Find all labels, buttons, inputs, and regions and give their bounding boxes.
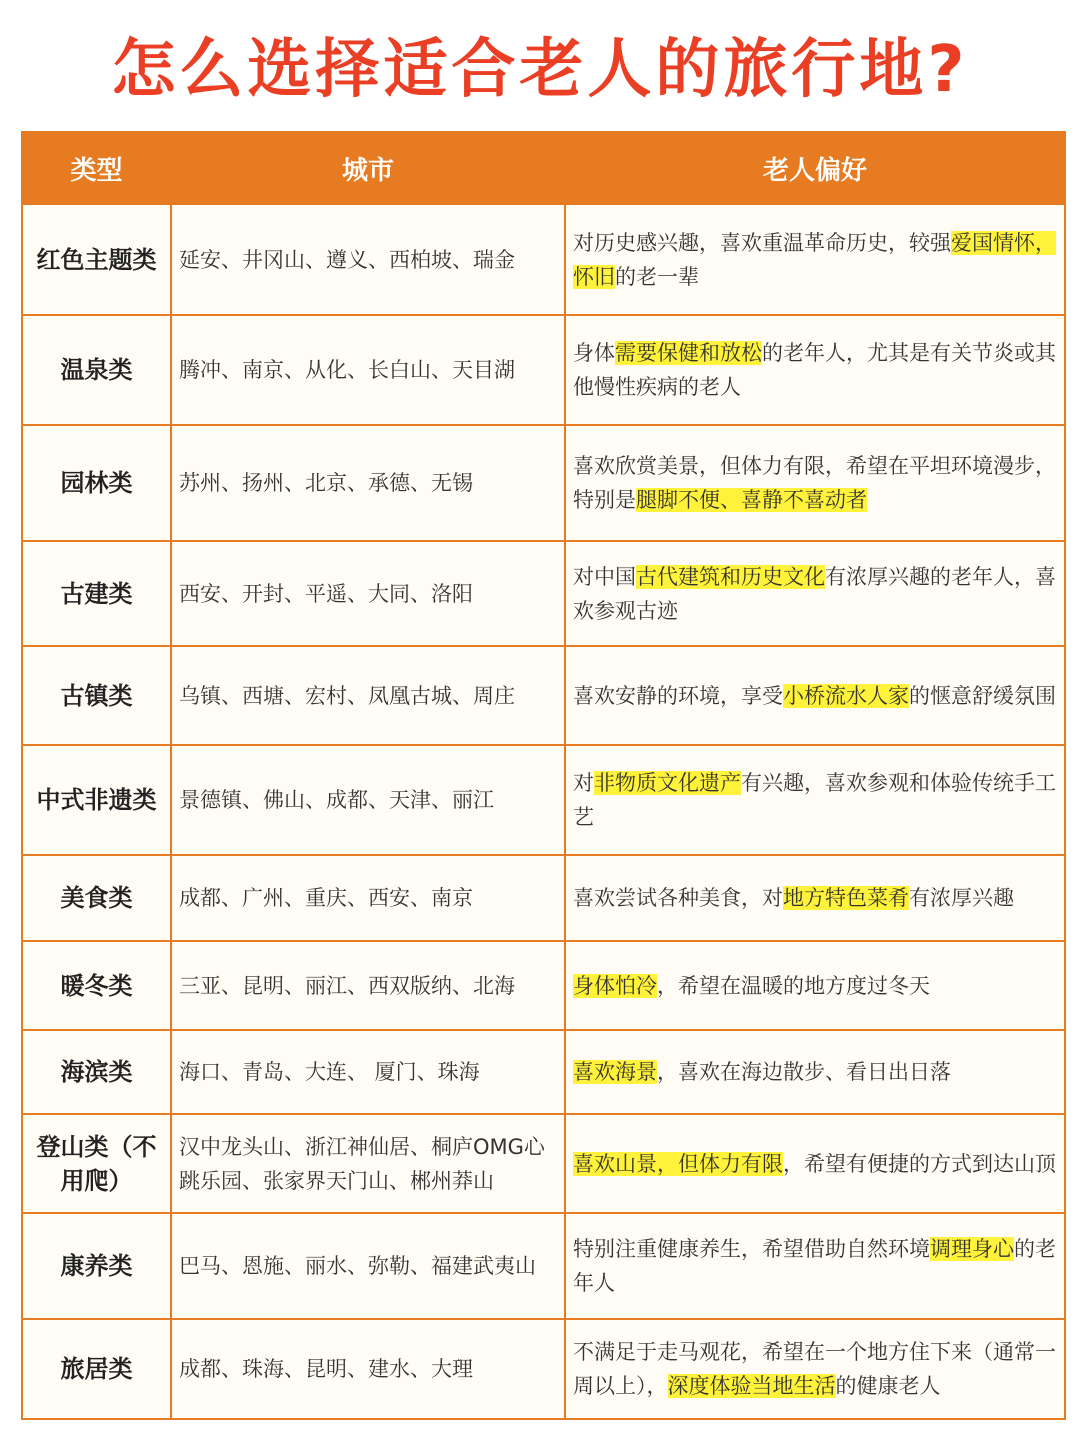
highlighted-text: 小桥流水人家: [783, 683, 909, 708]
table-row: [22, 541, 1065, 646]
preference-text: 的老年人，尤其是有关节炎或其他慢性疾病的老人: [573, 341, 1056, 399]
table-header-row: [22, 132, 1065, 204]
preference-text: 不满足于走马观花，希望在一个地方住下来（通常一周以上），: [573, 1340, 1056, 1398]
row-cities: 苏州、扬州、北京、承德、无锡: [171, 425, 565, 541]
highlighted-text: 腿脚不便、喜静不喜动者: [636, 488, 867, 512]
table-row: [22, 1319, 1065, 1419]
row-type: 康养类: [22, 1213, 171, 1319]
table-row: [22, 855, 1065, 941]
table-row: [22, 1030, 1065, 1114]
preference-text: 喜欢尝试各种美食，对: [573, 886, 783, 910]
highlighted-text: 调理身心: [930, 1237, 1014, 1261]
highlighted-text: 非物质文化遗产: [594, 771, 741, 795]
highlighted-text: 深度体验当地生活: [667, 1374, 836, 1398]
preference-text: 身体: [573, 341, 615, 365]
row-cities: 三亚、昆明、丽江、西双版纳、北海: [171, 941, 565, 1030]
row-preference: [565, 315, 1065, 425]
preference-text: ，希望在温暖的地方度过冬天: [657, 973, 930, 998]
row-type: 红色主题类: [22, 204, 171, 315]
preference-text: 的老一辈: [615, 264, 699, 289]
preference-text: 有兴趣，喜欢参观和体验传统手工艺: [573, 771, 1056, 829]
table-body: [22, 204, 1065, 1419]
row-cities: 西安、开封、平遥、大同、洛阳: [171, 541, 565, 646]
preference-text: 对: [573, 771, 594, 795]
row-preference: [565, 541, 1065, 646]
preference-text: 的老年人: [573, 1237, 1056, 1295]
row-type: 美食类: [22, 855, 171, 941]
row-cities: 腾冲、南京、从化、长白山、天目湖: [171, 315, 565, 425]
row-preference: [565, 855, 1065, 941]
row-type: 中式非遗类: [22, 745, 171, 855]
row-type: 园林类: [22, 425, 171, 541]
highlighted-text: 喜欢海景: [573, 1060, 657, 1084]
preference-text: ，希望有便捷的方式到达山顶: [783, 1151, 1056, 1176]
preference-text: 有浓厚兴趣的老年人，喜欢参观古迹: [573, 564, 1056, 623]
row-preference: [565, 204, 1065, 315]
destination-table: [21, 131, 1066, 1420]
row-type: 海滨类: [22, 1030, 171, 1114]
highlighted-text: 古代建筑和历史文化: [636, 564, 825, 589]
table-row: [22, 315, 1065, 425]
preference-text: 的惬意舒缓氛围: [909, 683, 1056, 708]
table-row: [22, 1213, 1065, 1319]
row-preference: [565, 1319, 1065, 1419]
row-preference: [565, 941, 1065, 1030]
page-title: 怎么选择适合老人的旅行地?: [111, 33, 969, 107]
preference-text: 特别注重健康养生，希望借助自然环境: [573, 1237, 930, 1261]
row-cities: 汉中龙头山、浙江神仙居、桐庐OMG心跳乐园、张家界天门山、郴州莽山: [171, 1114, 565, 1213]
table-row: [22, 204, 1065, 315]
row-type: 登山类（不用爬）: [22, 1114, 171, 1213]
table-row: [22, 646, 1065, 745]
header-type: 类型: [22, 132, 171, 204]
preference-text: 喜欢欣赏美景，但体力有限，希望在平坦环境漫步，特别是: [573, 454, 1056, 512]
table-row: [22, 941, 1065, 1030]
preference-text: 对历史感兴趣，喜欢重温革命历史，较强: [573, 230, 951, 255]
highlighted-text: 身体怕冷: [573, 973, 657, 998]
row-cities: 延安、井冈山、遵义、西柏坡、瑞金: [171, 204, 565, 315]
row-preference: [565, 646, 1065, 745]
row-preference: [565, 1213, 1065, 1319]
row-type: 温泉类: [22, 315, 171, 425]
row-cities: 海口、青岛、大连、 厦门、珠海: [171, 1030, 565, 1114]
row-cities: 成都、广州、重庆、西安、南京: [171, 855, 565, 941]
row-cities: 乌镇、西塘、宏村、凤凰古城、周庄: [171, 646, 565, 745]
preference-text: 的健康老人: [835, 1374, 941, 1398]
header-city: 城市: [171, 132, 565, 204]
highlighted-text: 地方特色菜肴: [783, 886, 909, 910]
preference-text: 有浓厚兴趣: [909, 886, 1014, 910]
highlighted-text: 爱国情怀，怀旧: [573, 230, 1056, 289]
row-preference: [565, 745, 1065, 855]
row-preference: [565, 425, 1065, 541]
table-row: [22, 745, 1065, 855]
row-type: 暖冬类: [22, 941, 171, 1030]
row-type: 旅居类: [22, 1319, 171, 1419]
highlighted-text: 需要保健和放松: [615, 341, 762, 365]
row-type: 古镇类: [22, 646, 171, 745]
row-cities: 景德镇、佛山、成都、天津、丽江: [171, 745, 565, 855]
row-preference: [565, 1030, 1065, 1114]
row-type: 古建类: [22, 541, 171, 646]
table-row: [22, 425, 1065, 541]
row-cities: 巴马、恩施、丽水、弥勒、福建武夷山: [171, 1213, 565, 1319]
preference-text: ，喜欢在海边散步、看日出日落: [657, 1060, 951, 1084]
row-preference: [565, 1114, 1065, 1213]
preference-text: 对中国: [573, 564, 636, 589]
preference-text: 喜欢安静的环境，享受: [573, 683, 783, 708]
row-cities: 成都、珠海、昆明、建水、大理: [171, 1319, 565, 1419]
highlighted-text: 喜欢山景，但体力有限: [573, 1151, 783, 1176]
header-preference: 老人偏好: [565, 132, 1065, 204]
table-row: [22, 1114, 1065, 1213]
